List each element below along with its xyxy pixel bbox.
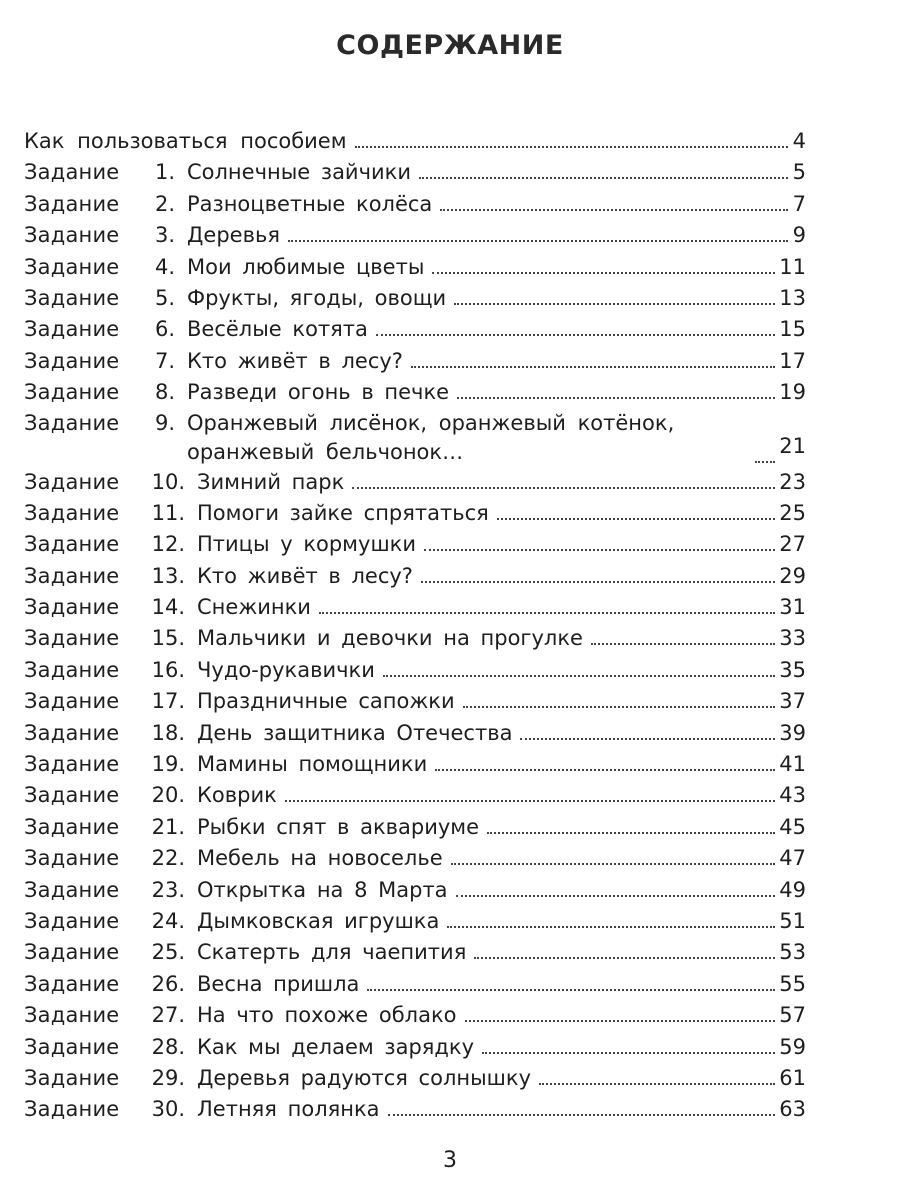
toc-task-label: Задание [24, 657, 120, 682]
toc-entry-row[interactable] [24, 220, 806, 251]
toc-task-number: 21. [151, 814, 185, 839]
toc-entry-row[interactable] [24, 969, 806, 1000]
page-number: 3 [443, 1148, 457, 1173]
toc-task-label: Задание [24, 720, 120, 745]
dot-leader [440, 207, 788, 211]
toc-page-number: 49 [779, 877, 806, 902]
toc-task-title: Мебель на новоселье [197, 846, 443, 871]
toc-task-title: Деревья [187, 223, 280, 248]
toc-entry-row[interactable] [24, 346, 806, 377]
table-of-contents [24, 126, 806, 1126]
dot-leader [457, 395, 775, 399]
toc-page-number: 5 [792, 160, 806, 185]
toc-task-number: 25. [151, 940, 185, 965]
toc-task-label: Задание [24, 626, 120, 651]
dot-leader [465, 1018, 776, 1022]
toc-task-number: 29. [151, 1065, 185, 1090]
toc-task-number: 11. [151, 500, 185, 525]
toc-entry-row[interactable] [24, 467, 806, 498]
toc-task-number: 12. [151, 532, 185, 557]
toc-task-number: 30. [151, 1097, 185, 1122]
toc-entry-row[interactable] [24, 686, 806, 717]
dot-leader [463, 704, 776, 708]
dot-leader [411, 364, 775, 368]
toc-task-label: Задание [24, 160, 120, 185]
toc-entry-row[interactable] [24, 623, 806, 654]
toc-task-title: Скатерть для чаепития [197, 940, 467, 965]
toc-task-title: На что похоже облако [197, 1003, 457, 1028]
dot-leader [435, 767, 775, 771]
toc-task-label: Задание [24, 500, 120, 525]
toc-entry-row[interactable] [24, 780, 806, 811]
toc-task-title: Фрукты, ягоды, овощи [187, 285, 447, 310]
toc-entry-row[interactable] [24, 409, 806, 467]
toc-entry-row[interactable] [24, 1063, 806, 1094]
toc-task-title: Летняя полянка [197, 1097, 380, 1122]
toc-task-number: 24. [151, 908, 185, 933]
toc-entry-row[interactable] [24, 498, 806, 529]
toc-page-number: 9 [792, 223, 806, 248]
toc-page-number: 27 [779, 532, 806, 557]
toc-page-number: 41 [779, 752, 806, 777]
toc-task-number: 26. [151, 971, 185, 996]
toc-entry-row[interactable] [24, 592, 806, 623]
dot-leader [451, 861, 776, 865]
toc-task-title: Весна пришла [197, 971, 360, 996]
dot-leader [539, 1081, 775, 1085]
toc-page-number: 63 [779, 1097, 806, 1122]
toc-task-label: Задание [24, 1097, 120, 1122]
toc-task-number: 10. [151, 469, 185, 494]
toc-page-number: 33 [779, 626, 806, 651]
dot-leader [421, 579, 775, 583]
toc-page-number: 43 [779, 783, 806, 808]
toc-task-title: Кто живёт в лесу? [197, 563, 413, 588]
toc-task-title: Оранжевый лисёнок, оранжевый котёнок, оранжевый бельчонок… [187, 410, 675, 464]
toc-task-title: Мамины помощники [197, 752, 428, 777]
toc-task-number: 14. [151, 595, 185, 620]
toc-task-number: 4. [154, 254, 175, 279]
toc-entry-row[interactable] [24, 189, 806, 220]
toc-task-label: Задание [24, 908, 120, 933]
toc-task-title: Зимний парк [197, 469, 345, 494]
toc-task-label: Задание [24, 285, 120, 310]
toc-task-title: Весёлые котята [187, 317, 368, 342]
toc-page-number: 29 [779, 563, 806, 588]
toc-entry-row[interactable] [24, 1000, 806, 1031]
page-title: СОДЕРЖАНИЕ [336, 30, 564, 61]
toc-task-label: Задание [24, 410, 120, 435]
dot-leader [388, 1112, 776, 1116]
toc-page-number: 31 [779, 595, 806, 620]
toc-entry-row[interactable] [24, 314, 806, 345]
toc-task-title: Мои любимые цветы [187, 254, 425, 279]
toc-task-number: 13. [151, 563, 185, 588]
dot-leader [454, 301, 775, 305]
dot-leader [482, 1050, 775, 1054]
dot-leader [520, 736, 775, 740]
dot-leader [376, 332, 775, 336]
toc-task-title: Рыбки спят в аквариуме [197, 814, 480, 839]
toc-task-title: Мальчики и девочки на прогулке [197, 626, 583, 651]
toc-task-title: Коврик [197, 783, 277, 808]
toc-task-number: 23. [151, 877, 185, 902]
dot-leader [419, 175, 788, 179]
toc-task-label: Задание [24, 223, 120, 248]
toc-page-number: 51 [779, 908, 806, 933]
toc-task-label: Задание [24, 380, 120, 405]
toc-task-title: Помоги зайке спрятаться [197, 500, 489, 525]
toc-intro-row[interactable] [24, 126, 806, 157]
toc-page-number: 37 [779, 689, 806, 714]
toc-task-title: Птицы у кормушки [197, 532, 417, 557]
toc-entry-row[interactable] [24, 718, 806, 749]
toc-page-number: 55 [779, 971, 806, 996]
toc-task-label: Задание [24, 191, 120, 216]
dot-leader [487, 830, 775, 834]
toc-page-number: 15 [779, 317, 806, 342]
toc-entry-row[interactable] [24, 561, 806, 592]
toc-page-number: 25 [779, 500, 806, 525]
toc-entry-row[interactable] [24, 812, 806, 843]
toc-task-title: Деревья радуются солнышку [197, 1065, 532, 1090]
dot-leader [367, 987, 775, 991]
dot-leader [591, 641, 775, 645]
toc-task-number: 27. [151, 1003, 185, 1028]
dot-leader [474, 955, 775, 959]
toc-task-label: Задание [24, 877, 120, 902]
toc-task-label: Задание [24, 1065, 120, 1090]
toc-task-number: 3. [154, 223, 175, 248]
toc-task-label: Задание [24, 1003, 120, 1028]
toc-entry-row[interactable] [24, 1094, 806, 1125]
dot-leader [383, 673, 775, 677]
toc-task-number: 2. [154, 191, 175, 216]
toc-entry-row[interactable] [24, 529, 806, 560]
toc-task-label: Задание [24, 971, 120, 996]
toc-entry-row[interactable] [24, 843, 806, 874]
toc-entry-row[interactable] [24, 655, 806, 686]
toc-entry-row[interactable] [24, 749, 806, 780]
dot-leader [424, 547, 775, 551]
toc-page-number: 57 [779, 1003, 806, 1028]
toc-page-number: 4 [792, 129, 806, 153]
dot-leader [319, 610, 775, 614]
toc-task-label: Задание [24, 783, 120, 808]
toc-task-label: Задание [24, 348, 120, 373]
toc-page-number: 45 [779, 814, 806, 839]
toc-entry-row[interactable] [24, 283, 806, 314]
toc-entry-row[interactable] [24, 157, 806, 188]
toc-entry-row[interactable] [24, 1032, 806, 1063]
toc-entry-row[interactable] [24, 937, 806, 968]
toc-task-number: 15. [151, 626, 185, 651]
toc-task-number: 6. [154, 317, 175, 342]
toc-entry-row[interactable] [24, 377, 806, 408]
dot-leader [355, 144, 788, 148]
toc-page-number: 39 [779, 720, 806, 745]
toc-task-label: Задание [24, 814, 120, 839]
toc-task-label: Задание [24, 1034, 120, 1059]
toc-task-number: 9. [154, 410, 175, 435]
toc-task-title: Чудо-рукавички [197, 657, 375, 682]
dot-leader [432, 270, 775, 274]
toc-task-title: Кто живёт в лесу? [187, 348, 403, 373]
toc-task-title: Разведи огонь в печке [187, 380, 450, 405]
toc-task-number: 22. [151, 846, 185, 871]
toc-task-number: 1. [154, 160, 175, 185]
toc-page-number: 47 [779, 846, 806, 871]
toc-task-title: День защитника Отечества [197, 720, 513, 745]
toc-task-title: Открытка на 8 Марта [197, 877, 448, 902]
toc-entry-row[interactable] [24, 875, 806, 906]
toc-page-number: 53 [779, 940, 806, 965]
toc-page-number: 23 [779, 469, 806, 494]
toc-task-number: 19. [151, 752, 185, 777]
dot-leader [288, 238, 788, 242]
toc-task-label: Задание [24, 689, 120, 714]
toc-task-label: Задание [24, 532, 120, 557]
toc-task-number: 5. [154, 285, 175, 310]
toc-page-number: 7 [792, 191, 806, 216]
toc-task-label: Задание [24, 846, 120, 871]
toc-task-title: Как мы делаем зарядку [197, 1034, 475, 1059]
toc-page-number: 21 [779, 434, 806, 459]
toc-page-number: 59 [779, 1034, 806, 1059]
toc-entry-row[interactable] [24, 252, 806, 283]
dot-leader [497, 516, 775, 520]
toc-entry-row[interactable] [24, 906, 806, 937]
toc-page-number: 17 [779, 348, 806, 373]
toc-task-number: 7. [154, 348, 175, 373]
toc-page-number: 13 [779, 285, 806, 310]
toc-task-number: 20. [151, 783, 185, 808]
toc-task-label: Задание [24, 595, 120, 620]
toc-task-label: Задание [24, 563, 120, 588]
dot-leader [447, 924, 775, 928]
toc-page-number: 11 [779, 254, 806, 279]
toc-task-title: Праздничные сапожки [197, 689, 455, 714]
dot-leader [352, 485, 775, 489]
toc-task-label: Задание [24, 317, 120, 342]
dot-leader [456, 893, 776, 897]
toc-task-title: Солнечные зайчики [187, 160, 411, 185]
toc-page-number: 35 [779, 657, 806, 682]
toc-task-title: Снежинки [197, 595, 311, 620]
toc-task-label: Задание [24, 469, 120, 494]
toc-task-label: Задание [24, 254, 120, 279]
toc-task-title: Дымковская игрушка [197, 908, 440, 933]
toc-task-number: 28. [151, 1034, 185, 1059]
toc-task-label: Задание [24, 752, 120, 777]
dot-leader [285, 798, 775, 802]
toc-task-number: 8. [154, 380, 175, 405]
toc-page-number: 61 [779, 1065, 806, 1090]
toc-task-label: Задание [24, 940, 120, 965]
dot-leader [755, 459, 775, 463]
toc-task-title: Разноцветные колёса [187, 191, 433, 216]
toc-task-number: 18. [151, 720, 185, 745]
toc-intro-title: Как пользоваться пособием [24, 129, 347, 153]
toc-task-number: 16. [151, 657, 185, 682]
toc-page-number: 19 [779, 380, 806, 405]
toc-task-number: 17. [151, 689, 185, 714]
